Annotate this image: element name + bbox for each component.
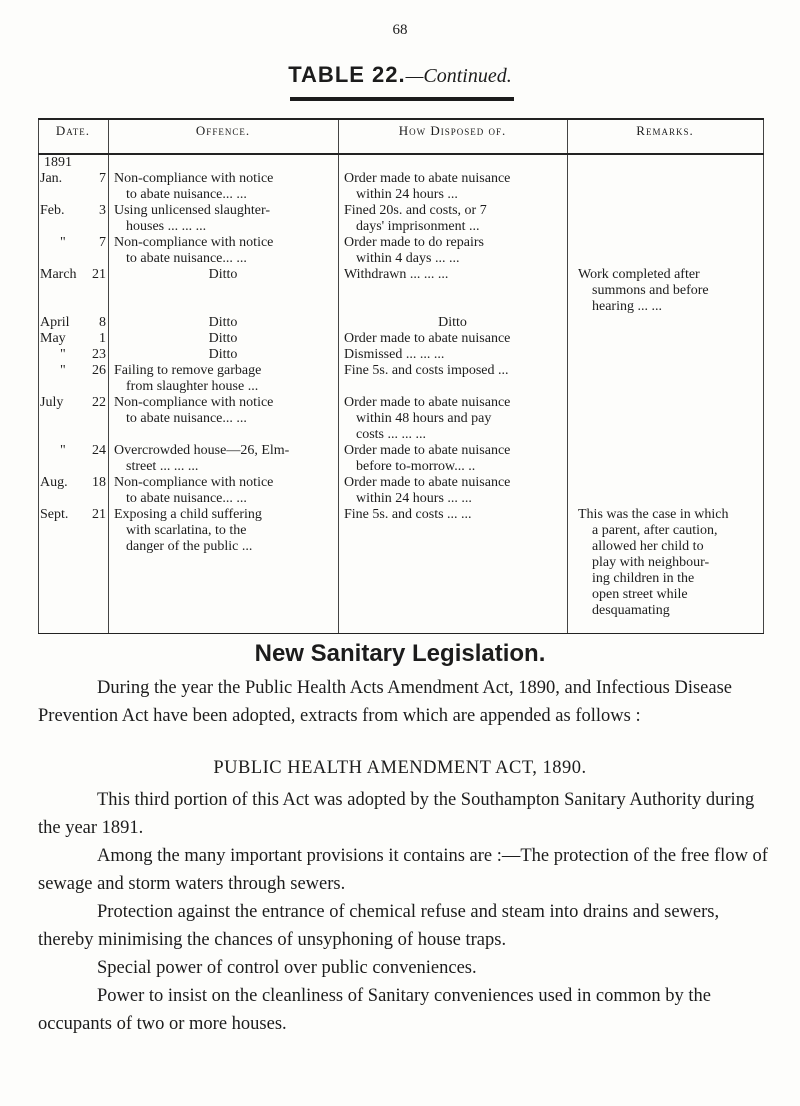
offence-text: Exposing a child suffering bbox=[114, 507, 262, 522]
date-day: 22 bbox=[92, 395, 106, 410]
remarks-text: desquamating bbox=[592, 603, 670, 618]
offence-text: Non-compliance with notice bbox=[114, 395, 274, 410]
disposed-text: Order made to abate nuisance bbox=[344, 331, 511, 346]
offence-text: danger of the public ... bbox=[126, 539, 253, 554]
act-heading: PUBLIC HEALTH AMENDMENT ACT, 1890. bbox=[213, 758, 587, 778]
disposed-text: Fine 5s. and costs imposed ... bbox=[344, 363, 509, 378]
disposed-text: within 24 hours ... ... bbox=[356, 491, 472, 506]
disposed-text: Order made to abate nuisance bbox=[344, 475, 511, 490]
page-number: 68 bbox=[392, 22, 408, 38]
offence-table bbox=[38, 118, 764, 634]
table-year: 1891 bbox=[44, 155, 72, 170]
date-month: " bbox=[60, 363, 66, 378]
date-day: 21 bbox=[92, 267, 106, 282]
table-border-right bbox=[763, 118, 764, 634]
remarks-text: Work completed after bbox=[578, 267, 700, 282]
header-date: Date. bbox=[55, 123, 91, 138]
date-month: Sept. bbox=[40, 507, 69, 522]
disposed-text: before to-morrow... .. bbox=[356, 459, 476, 474]
paragraph: Special power of control over public conveniences. bbox=[97, 958, 477, 978]
date-month: March bbox=[40, 267, 77, 282]
date-day: 7 bbox=[99, 235, 106, 250]
date-month: Aug. bbox=[40, 475, 68, 490]
offence-text: Ditto bbox=[208, 315, 238, 330]
offence-text: with scarlatina, to the bbox=[126, 523, 247, 538]
disposed-text: Order made to do repairs bbox=[344, 235, 484, 250]
header-how-disposed: How Disposed of. bbox=[398, 123, 507, 138]
disposed-text: within 24 hours ... bbox=[356, 187, 458, 202]
table-title-main: TABLE 22. bbox=[288, 62, 406, 87]
header-remarks: Remarks. bbox=[636, 123, 694, 138]
offence-text: street ... ... ... bbox=[126, 459, 199, 474]
date-month: Feb. bbox=[40, 203, 65, 218]
intro-paragraph: During the year the Public Health Acts Amendment Act, 1890, and Infectious Disease Prevention Act have been adopted, extracts from which are appended as follows : bbox=[38, 678, 733, 726]
table-title-continued: —Continued. bbox=[405, 65, 512, 87]
offence-text: Non-compliance with notice bbox=[114, 475, 274, 490]
offence-text: from slaughter house ... bbox=[126, 379, 259, 394]
offence-text: Ditto bbox=[208, 331, 238, 346]
column-divider bbox=[108, 118, 109, 634]
disposed-text: costs ... ... ... bbox=[356, 427, 426, 442]
date-day: 8 bbox=[99, 315, 106, 330]
disposed-text: Fined 20s. and costs, or 7 bbox=[344, 203, 487, 218]
date-day: 26 bbox=[92, 363, 106, 378]
date-day: 18 bbox=[92, 475, 106, 490]
disposed-text: days' imprisonment ... bbox=[356, 219, 480, 234]
remarks-text: a parent, after caution, bbox=[592, 523, 718, 538]
offence-text: to abate nuisance... ... bbox=[126, 251, 247, 266]
offence-text: to abate nuisance... ... bbox=[126, 411, 247, 426]
date-month: May bbox=[40, 331, 66, 346]
remarks-text: ing children in the bbox=[592, 571, 695, 586]
disposed-text: Withdrawn ... ... ... bbox=[344, 267, 449, 282]
disposed-text: Order made to abate nuisance bbox=[344, 395, 511, 410]
offence-text: Failing to remove garbage bbox=[114, 363, 262, 378]
date-day: 21 bbox=[92, 507, 106, 522]
disposed-text: Order made to abate nuisance bbox=[344, 443, 511, 458]
title-rule bbox=[290, 97, 514, 101]
date-day: 7 bbox=[99, 171, 106, 186]
remarks-text: open street while bbox=[592, 587, 688, 602]
remarks-text: allowed her child to bbox=[592, 539, 704, 554]
remarks-text: play with neighbour- bbox=[592, 555, 710, 570]
header-offence: Offence. bbox=[195, 123, 251, 138]
date-day: 23 bbox=[92, 347, 106, 362]
remarks-text: summons and before bbox=[592, 283, 709, 298]
offence-text: Non-compliance with notice bbox=[114, 235, 274, 250]
date-month: " bbox=[60, 235, 66, 250]
column-divider bbox=[567, 118, 568, 634]
paragraph: Power to insist on the cleanliness of Sanitary conveniences used in common by the occupants of two or more houses. bbox=[38, 986, 711, 1034]
table-title bbox=[0, 62, 800, 88]
date-day: 1 bbox=[99, 331, 106, 346]
header-rule bbox=[38, 153, 764, 155]
date-month: " bbox=[60, 347, 66, 362]
offence-text: to abate nuisance... ... bbox=[126, 491, 247, 506]
date-month: April bbox=[40, 315, 70, 330]
table-bottom-rule bbox=[38, 633, 764, 634]
offence-text: Using unlicensed slaughter- bbox=[114, 203, 271, 218]
column-divider bbox=[338, 118, 339, 634]
disposed-text: Dismissed ... ... ... bbox=[344, 347, 445, 362]
disposed-text: Ditto bbox=[438, 315, 467, 330]
offence-text: Overcrowded house—26, Elm- bbox=[114, 443, 290, 458]
date-day: 24 bbox=[92, 443, 106, 458]
remarks-text: hearing ... ... bbox=[592, 299, 662, 314]
disposed-text: within 48 hours and pay bbox=[356, 411, 492, 426]
date-month: July bbox=[40, 395, 64, 410]
section-heading: New Sanitary Legislation. bbox=[254, 640, 546, 667]
date-month: Jan. bbox=[40, 171, 63, 186]
disposed-text: Order made to abate nuisance bbox=[344, 171, 511, 186]
offence-text: Ditto bbox=[208, 347, 238, 362]
offence-text: to abate nuisance... ... bbox=[126, 187, 247, 202]
date-month: " bbox=[60, 443, 66, 458]
disposed-text: Fine 5s. and costs ... ... bbox=[344, 507, 472, 522]
table-top-rule bbox=[38, 118, 764, 120]
paragraph: This third portion of this Act was adopted by the Southampton Sanitary Authority during the year 1891. bbox=[38, 790, 755, 838]
offence-text: Ditto bbox=[208, 267, 238, 282]
offence-text: houses ... ... ... bbox=[126, 219, 207, 234]
paragraph: Protection against the entrance of chemical refuse and steam into drains and sewers, thereby minimising the chances of unsyphoning of house traps. bbox=[38, 902, 720, 950]
paragraph: Among the many important provisions it contains are :—The protection of the free flow of sewage and storm waters through sewers. bbox=[38, 846, 768, 894]
remarks-text: This was the case in which bbox=[578, 507, 729, 522]
date-day: 3 bbox=[99, 203, 106, 218]
disposed-text: within 4 days ... ... bbox=[356, 251, 460, 266]
offence-text: Non-compliance with notice bbox=[114, 171, 274, 186]
